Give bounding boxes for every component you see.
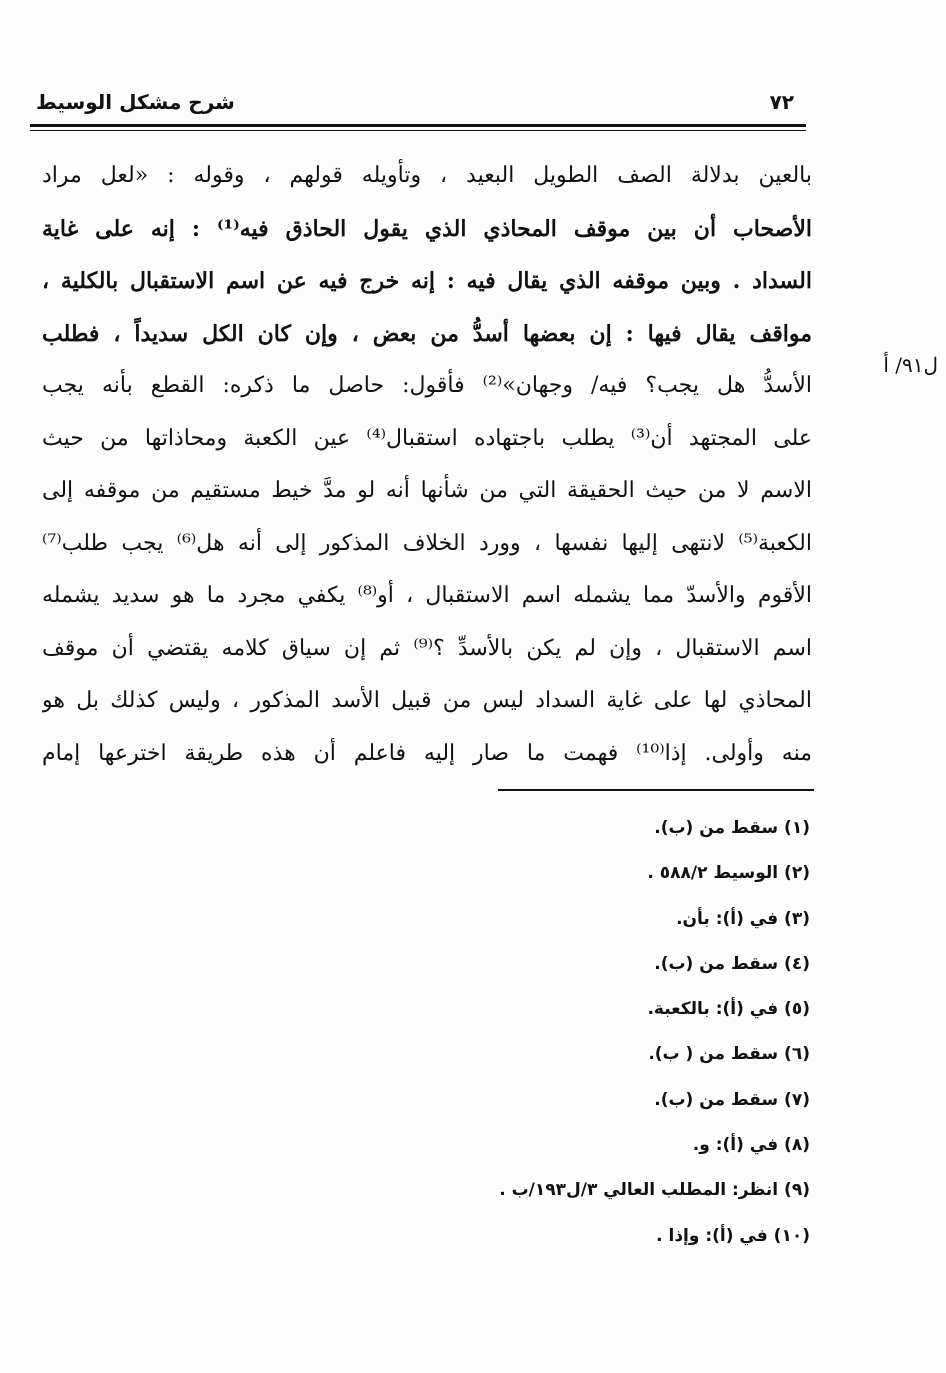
body-text	[42, 150, 812, 780]
body-line: بالعين بدلالة الصف الطويل البعيد ، وتأويله قولهم ، وقوله : «لعل مراد	[42, 163, 812, 188]
body-line: الأسدُّ هل يجب؟ فيه/ وجهان»⁽²⁾ فأقول: حاصل ما ذكره: القطع بأنه يجب	[42, 373, 812, 398]
footnote: (٩) انظر: المطلب العالي ٣/ل١٩٣/ب .	[499, 1180, 810, 1201]
footnote: (٧) سقط من (ب).	[654, 1089, 810, 1110]
body-line: الأصحاب أن بين موقف المحاذي الذي يقول الحاذق فيه⁽¹⁾ : إنه على غاية	[42, 215, 812, 242]
footnote: (٤) سقط من (ب).	[654, 953, 810, 974]
book-title: شرح مشكل الوسيط	[36, 90, 235, 114]
body-line: منه وأولى. إذا⁽¹⁰⁾ فهمت ما صار إليه فاعلم أن هذه طريقة اخترعها إمام	[42, 740, 812, 766]
footnotes	[300, 806, 810, 1259]
footnote: (٢) الوسيط ٥٨٨/٢ .	[647, 863, 810, 884]
footnote: (١٠) في (أ): وإذا .	[656, 1225, 810, 1246]
body-line: الكعبة⁽⁵⁾ لانتهى إليها نفسها ، وورد الخلاف المذكور إلى أنه هل⁽⁶⁾ يجب طلب⁽⁷⁾	[42, 530, 812, 556]
body-line: مواقف يقال فيها : إن بعضها أسدُّ من بعض ، وإن كان الكل سديداً ، فطلب	[42, 320, 812, 347]
footnote: (٥) في (أ): بالكعبة.	[647, 999, 810, 1020]
header-rule-thin	[30, 130, 806, 131]
body-line: اسم الاستقبال ، وإن لم يكن بالأسدِّ ؟⁽⁹⁾ ثم إن سياق كلامه يقتضي أن موقف	[42, 635, 812, 661]
body-line: على المجتهد أن⁽³⁾ يطلب باجتهاده استقبال⁽⁴⁾ عين الكعبة ومحاذاتها من حيث	[42, 425, 812, 451]
header-rule-thick	[30, 124, 806, 127]
footnote: (٣) في (أ): بأن.	[676, 908, 810, 929]
footnote: (٨) في (أ): و.	[692, 1135, 810, 1156]
running-header	[30, 88, 806, 120]
footnote: (٦) سقط من ( ب).	[648, 1044, 810, 1065]
footnote: (١) سقط من (ب).	[654, 818, 810, 838]
footnote-separator	[498, 789, 814, 791]
manuscript-folio-note: ل٩١/ أ	[883, 353, 938, 377]
body-line: السداد . وبين موقفه الذي يقال فيه : إنه خرج فيه عن اسم الاستقبال بالكلية ،	[42, 268, 812, 294]
body-line: المحاذي لها على غاية السداد ليس من قبيل الأسد المذكور ، وليس كذلك بل هو	[42, 688, 812, 713]
body-line: الاسم لا من حيث الحقيقة التي من شأنها أنه لو مدَّ خيط مستقيم من موقفه إلى	[42, 478, 812, 503]
page-number: ٧٢	[769, 90, 794, 114]
body-line: الأقوم والأسدّ مما يشمله اسم الاستقبال ، أو⁽⁸⁾ يكفي مجرد ما هو سديد يشمله	[42, 583, 812, 608]
